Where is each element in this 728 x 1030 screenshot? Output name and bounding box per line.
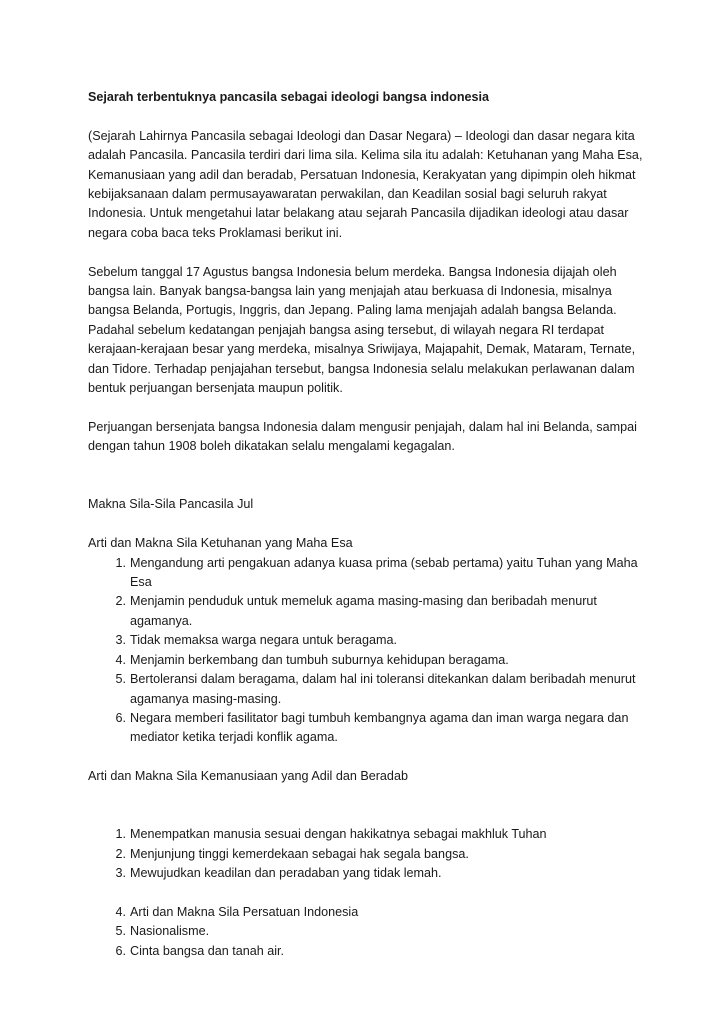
list-number: 6. xyxy=(115,943,126,958)
list-item xyxy=(88,903,648,922)
list-number: 5. xyxy=(115,672,126,687)
paragraph-struggle: Perjuangan bersenjata bangsa Indonesia dalam mengusir penjajah, dalam hal ini Belanda, sampai dengan tahun 1908 boleh dikatakan selalu mengalami kegagalan. xyxy=(88,419,637,454)
list-item-text: Nasionalisme. xyxy=(130,924,210,939)
list-item-text: Negara memberi fasilitator bagi tumbuh kembangnya agama dan iman warga negara dan mediator ketika terjadi konflik agama. xyxy=(130,710,629,745)
list-item xyxy=(88,825,648,844)
list-number: 4. xyxy=(115,652,126,667)
document-title: Sejarah terbentuknya pancasila sebagai ideologi bangsa indonesia xyxy=(88,90,490,104)
list-item xyxy=(88,864,648,883)
list-number: 4. xyxy=(115,904,126,919)
list-item xyxy=(88,709,648,748)
list-item xyxy=(88,942,648,961)
list-number: 3. xyxy=(115,866,126,881)
list-item-text: Menempatkan manusia sesuai dengan hakikatnya sebagai makhluk Tuhan xyxy=(130,827,547,842)
sila2-heading: Arti dan Makna Sila Kemanusiaan yang Adil dan Beradab xyxy=(88,769,408,784)
list-item xyxy=(88,922,648,941)
sila1-heading: Arti dan Makna Sila Ketuhanan yang Maha Esa xyxy=(88,536,353,551)
list-item-text: Menjamin berkembang dan tumbuh suburnya kehidupan beragama. xyxy=(130,652,509,667)
list-number: 6. xyxy=(115,710,126,725)
list-item-text: Mewujudkan keadilan dan peradaban yang tidak lemah. xyxy=(130,866,442,881)
list-item xyxy=(88,651,648,670)
list-number: 1. xyxy=(115,555,126,570)
list-number: 1. xyxy=(115,827,126,842)
list-item-text: Menjunjung tinggi kemerdekaan sebagai hak segala bangsa. xyxy=(130,846,469,861)
list-number: 2. xyxy=(115,846,126,861)
paragraph-history: Sebelum tanggal 17 Agustus bangsa Indonesia belum merdeka. Bangsa Indonesia dijajah oleh bangsa lain. Banyak bangsa-bangsa lain yang menjajah atau berkuasa di Indonesia, misalnya bangsa Belanda, Portugis, Inggris, dan Jepang. Paling lama menjajah adalah bangsa Belanda. Padahal sebelum kedatangan penjajah bangsa asing tersebut, di wilayah negara RI terdapat kerajaan-kerajaan besar yang merdeka, misalnya Sriwijaya, Majapahit, Demak, Mataram, Ternate, dan Tidore. Terhadap penjajahan tersebut, bangsa Indonesia selalu melakukan perlawanan dalam bentuk perjuangan bersenjata maupun politik. xyxy=(88,264,636,396)
paragraph-intro: (Sejarah Lahirnya Pancasila sebagai Ideologi dan Dasar Negara) – Ideologi dan dasar negara kita adalah Pancasila. Pancasila terdiri dari lima sila. Kelima sila itu adalah: Ketuhanan yang Maha Esa, Kemanusiaan yang adil dan beradab, Persatuan Indonesia, Kerakyatan yang dipimpin oleh hikmat kebijaksanaan dalam permusayawaratan perwakilan, dan Keadilan sosial bagi seluruh rakyat Indonesia. Untuk mengetahui latar belakang atau sejarah Pancasila dijadikan ideologi atau dasar negara coba baca teks Proklamasi berikut ini. xyxy=(88,128,643,240)
document-page xyxy=(88,88,648,961)
sila2-list xyxy=(88,825,648,883)
list-item-text: Cinta bangsa dan tanah air. xyxy=(130,943,285,958)
blank-line xyxy=(88,787,648,806)
list-number: 5. xyxy=(115,924,126,939)
sila3-list xyxy=(88,903,648,961)
blank-line xyxy=(88,884,648,903)
list-item-text: Menjamin penduduk untuk memeluk agama masing-masing dan beribadah menurut agamanya. xyxy=(130,594,597,628)
list-item xyxy=(88,631,648,650)
blank-line xyxy=(88,476,648,495)
makna-heading: Makna Sila-Sila Pancasila Jul xyxy=(88,497,254,512)
list-item xyxy=(88,845,648,864)
list-item xyxy=(88,670,648,709)
list-item-text: Arti dan Makna Sila Persatuan Indonesia xyxy=(130,904,359,919)
sila1-list xyxy=(88,554,648,748)
blank-line xyxy=(88,748,648,767)
list-item xyxy=(88,554,648,593)
list-item-text: Mengandung arti pengakuan adanya kuasa prima (sebab pertama) yaitu Tuhan yang Maha Esa xyxy=(130,555,638,590)
list-number: 2. xyxy=(115,594,126,609)
list-item-text: Tidak memaksa warga negara untuk beragama. xyxy=(130,633,397,648)
list-number: 3. xyxy=(115,633,126,648)
list-item xyxy=(88,592,648,631)
list-item-text: Bertoleransi dalam beragama, dalam hal ini toleransi ditekankan dalam beribadah menurut agamanya masing-masing. xyxy=(130,672,636,706)
blank-line xyxy=(88,806,648,825)
